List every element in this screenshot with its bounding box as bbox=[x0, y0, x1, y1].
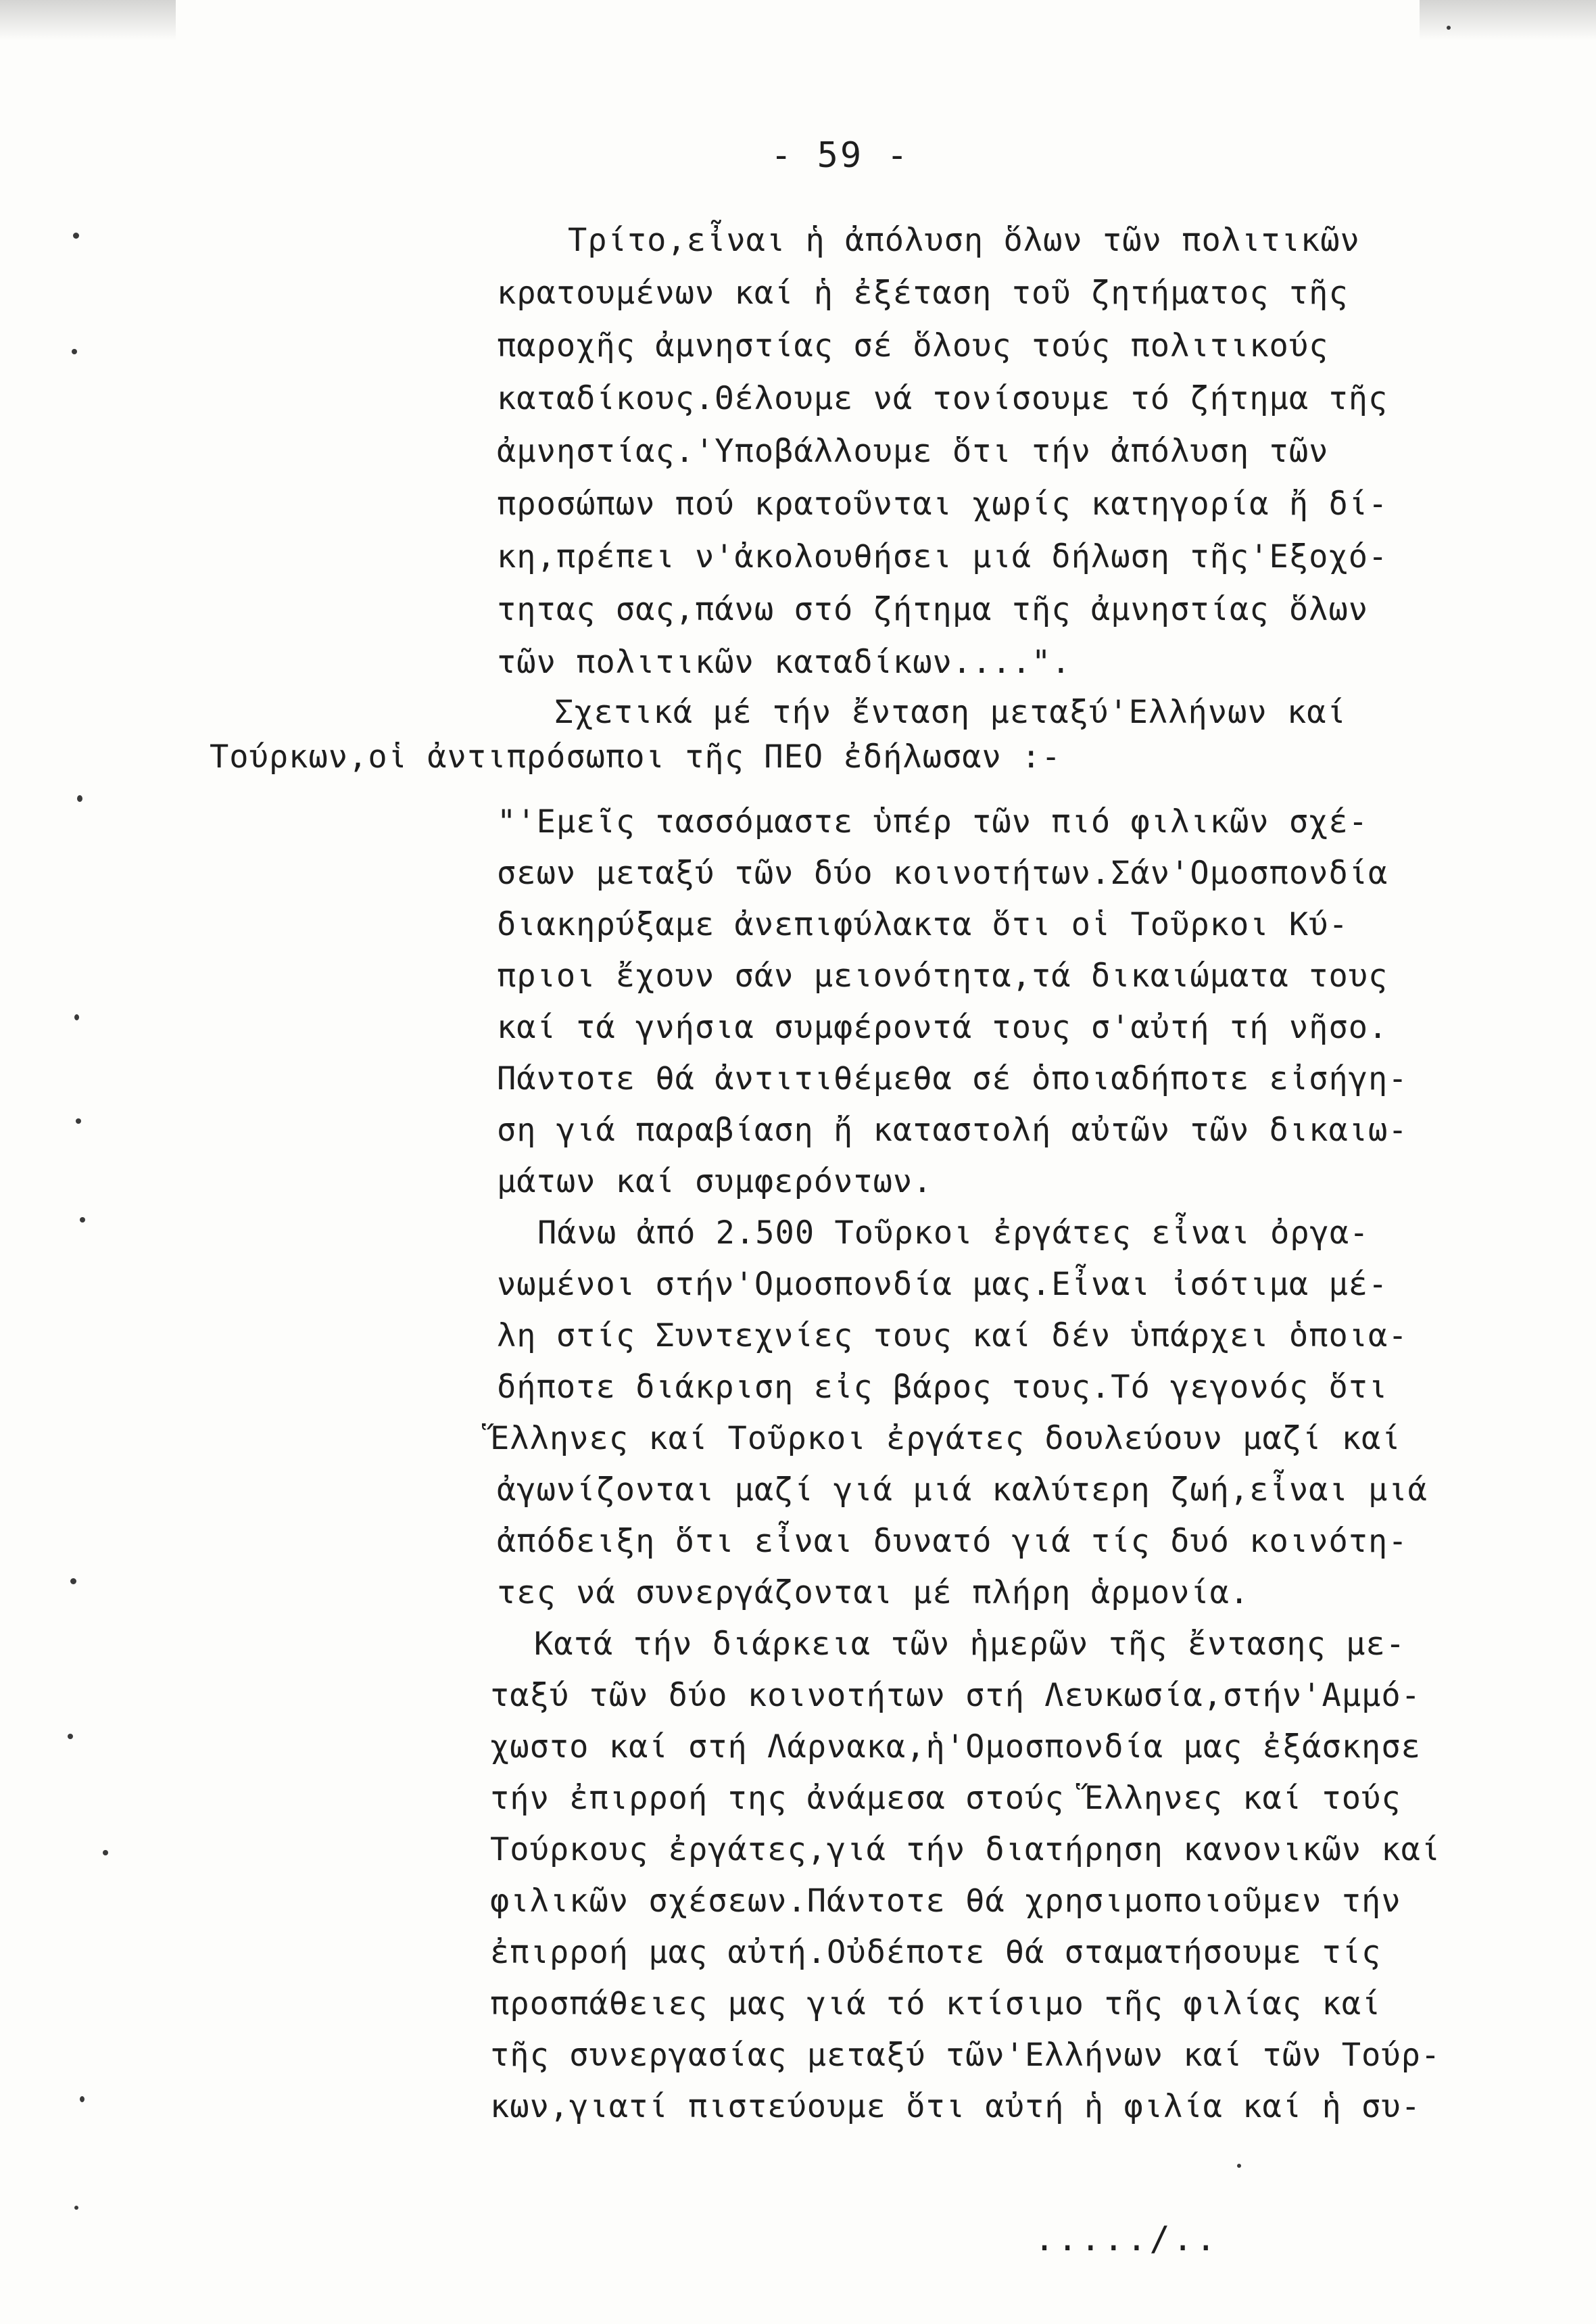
text-line: προσπάθειες μας γιά τό κτίσιμο τῆς φιλίας καί bbox=[490, 1985, 1382, 2022]
text-line: τήν ἐπιρροή της ἀνάμεσα στούς Ἕλληνες καί τούς bbox=[490, 1780, 1401, 1817]
text-line: τῆς συνεργασίας μεταξύ τῶν'Ελλήνων καί τῶν Τούρ- bbox=[490, 2037, 1441, 2074]
text-line: πριοι ἔχουν σάν μειονότητα,τά δικαιώματα τους bbox=[497, 957, 1388, 995]
scan-speck bbox=[80, 2096, 84, 2102]
text-line: διακηρύξαμε ἀνεπιφύλακτα ὅτι οἱ Τοῦρκοι Κύ- bbox=[497, 906, 1349, 943]
text-line: Τούρκων,οἱ ἀντιπρόσωποι τῆς ΠΕΟ ἐδήλωσαν :- bbox=[210, 738, 1061, 776]
continuation-mark: ...../.. bbox=[1034, 2219, 1219, 2258]
scan-speck bbox=[68, 1734, 73, 1739]
text-line: φιλικῶν σχέσεων.Πάντοτε θά χρησιμοποιοῦμεν τήν bbox=[490, 1882, 1401, 1920]
text-line: δήποτε διάκριση εἰς βάρος τους.Τό γεγονός ὅτι bbox=[497, 1369, 1388, 1406]
text-line: κρατουμένων καί ἡ ἐξέταση τοῦ ζητήματος τῆς bbox=[497, 275, 1349, 312]
text-line: καταδίκους.Θέλουμε νά τονίσουμε τό ζήτημα τῆς bbox=[497, 380, 1388, 417]
text-line: νωμένοι στήν'Ομοσπονδία μας.Εἶναι ἰσότιμα μέ- bbox=[497, 1266, 1388, 1303]
text-line: Κατά τήν διάρκεια τῶν ἡμερῶν τῆς ἔντασης με- bbox=[534, 1626, 1406, 1663]
text-line: ταξύ τῶν δύο κοινοτήτων στή Λευκωσία,στήν'Αμμό- bbox=[490, 1677, 1421, 1714]
text-line: τες νά συνεργάζονται μέ πλήρη ἁρμονία. bbox=[497, 1574, 1250, 1611]
text-line: ἀπόδειξη ὅτι εἶναι δυνατό γιά τίς δυό κοινότη- bbox=[497, 1523, 1408, 1560]
text-line: "'Εμεῖς τασσόμαστε ὑπέρ τῶν πιό φιλικῶν σχέ- bbox=[497, 803, 1369, 840]
text-line: Πάνω ἀπό 2.500 Τοῦρκοι ἐργάτες εἶναι ὀργα- bbox=[537, 1214, 1370, 1252]
scan-speck bbox=[1237, 2164, 1241, 2168]
text-line: Πάντοτε θά ἀντιτιθέμεθα σέ ὁποιαδήποτε εἰσήγη- bbox=[497, 1060, 1408, 1097]
text-line: μάτων καί συμφερόντων. bbox=[497, 1163, 933, 1200]
text-line: ἐπιρροή μας αὐτή.Οὐδέποτε θά σταματήσουμε τίς bbox=[490, 1934, 1382, 1971]
text-line: λη στίς Συντεχνίες τους καί δέν ὑπάρχει ὁποια- bbox=[497, 1317, 1408, 1354]
scan-speck bbox=[70, 1578, 76, 1584]
scan-shadow-left bbox=[0, 0, 176, 41]
text-line: ση γιά παραβίαση ἤ καταστολή αὐτῶν τῶν δικαιω- bbox=[497, 1112, 1408, 1149]
scan-speck bbox=[74, 2206, 78, 2210]
text-line: κων,γιατί πιστεύουμε ὅτι αὐτή ἡ φιλία καί ἡ συ- bbox=[490, 2088, 1421, 2125]
text-line: προσώπων πού κρατοῦνται χωρίς κατηγορία ἤ δί- bbox=[497, 485, 1388, 523]
scan-speck bbox=[72, 349, 77, 354]
scan-speck bbox=[1447, 26, 1451, 30]
text-line: Ἕλληνες καί Τοῦρκοι ἐργάτες δουλεύουν μαζί καί bbox=[490, 1420, 1401, 1457]
text-line: ἀγωνίζονται μαζί γιά μιά καλύτερη ζωή,εἶναι μιά bbox=[497, 1471, 1428, 1509]
text-line: Σχετικά μέ τήν ἔνταση μεταξύ'Ελλήνων καί bbox=[554, 694, 1347, 731]
text-line: τητας σας,πάνω στό ζήτημα τῆς ἀμνηστίας ὅλων bbox=[497, 591, 1369, 628]
scan-shadow-right bbox=[1420, 0, 1596, 41]
text-line: κη,πρέπει ν'ἀκολουθήσει μιά δήλωση τῆς'Εξοχό- bbox=[497, 538, 1388, 575]
scan-speck bbox=[76, 1118, 81, 1124]
text-line: χωστο καί στή Λάρνακα,ἡ'Ομοσπονδία μας ἐξάσκησε bbox=[490, 1728, 1421, 1765]
text-line: Τούρκους ἐργάτες,γιά τήν διατήρηση κανονικῶν καί bbox=[490, 1831, 1441, 1868]
scan-speck bbox=[77, 795, 82, 802]
text-line: τῶν πολιτικῶν καταδίκων....". bbox=[497, 644, 1071, 681]
scan-speck bbox=[103, 1850, 108, 1855]
text-line: παροχῆς ἀμνηστίας σέ ὅλους τούς πολιτικούς bbox=[497, 327, 1329, 364]
scan-speck bbox=[74, 1014, 79, 1020]
text-line: ἀμνηστίας.'Υποβάλλουμε ὅτι τήν ἀπόλυση τῶν bbox=[497, 433, 1329, 470]
scan-speck bbox=[73, 233, 79, 239]
text-line: Τρίτο,εἶναι ἡ ἀπόλυση ὅλων τῶν πολιτικῶν bbox=[568, 222, 1360, 259]
scan-speck bbox=[80, 1217, 85, 1223]
text-line: καί τά γνήσια συμφέροντά τους σ'αὐτή τή νῆσο. bbox=[497, 1009, 1388, 1046]
page-number: - 59 - bbox=[771, 135, 910, 176]
text-line: σεων μεταξύ τῶν δύο κοινοτήτων.Σάν'Ομοσπονδία bbox=[497, 855, 1388, 892]
